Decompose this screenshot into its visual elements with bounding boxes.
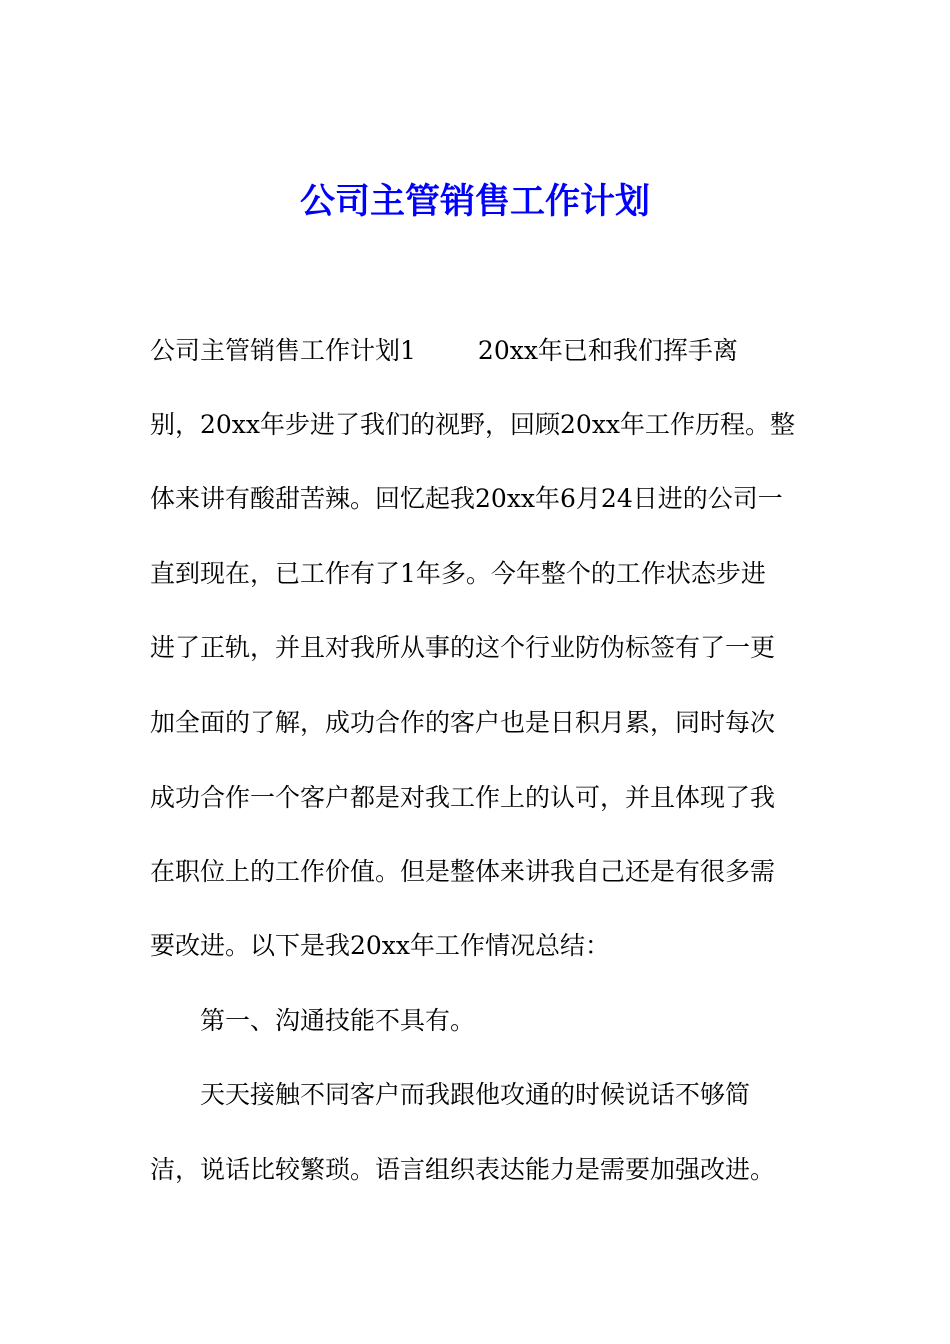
paragraph-line bbox=[150, 333, 738, 369]
section-heading: 公司主管销售工作计划1 bbox=[150, 336, 416, 365]
section-subheading: 第一、沟通技能不具有。 bbox=[200, 1006, 476, 1035]
paragraph-line: 要改进。以下是我20xx年工作情况总结： bbox=[150, 931, 611, 960]
paragraph-line: 直到现在，已工作有了1年多。今年整个的工作状态步进 bbox=[150, 559, 766, 588]
paragraph-line: 在职位上的工作价值。但是整体来讲我自己还是有很多需 bbox=[150, 857, 776, 886]
paragraph-line: 别，20xx年步进了我们的视野，回顾20xx年工作历程。整 bbox=[150, 410, 796, 439]
paragraph-line: 体来讲有酸甜苦辣。回忆起我20xx年6月24日进的公司一 bbox=[150, 484, 783, 513]
paragraph-line: 加全面的了解，成功合作的客户也是日积月累，同时每次 bbox=[150, 708, 776, 737]
paragraph-line: 天天接触不同客户而我跟他攻通的时候说话不够简 bbox=[200, 1080, 751, 1109]
paragraph-line: 成功合作一个客户都是对我工作上的认可，并且体现了我 bbox=[150, 783, 776, 812]
paragraph-line: 进了正轨，并且对我所从事的这个行业防伪标签有了一更 bbox=[150, 633, 776, 662]
paragraph-text: 20xx年已和我们挥手离 bbox=[477, 336, 738, 365]
paragraph-line: 洁，说话比较繁琐。语言组织表达能力是需要加强改进。 bbox=[150, 1155, 776, 1184]
document-title: 公司主管销售工作计划 bbox=[299, 182, 650, 222]
